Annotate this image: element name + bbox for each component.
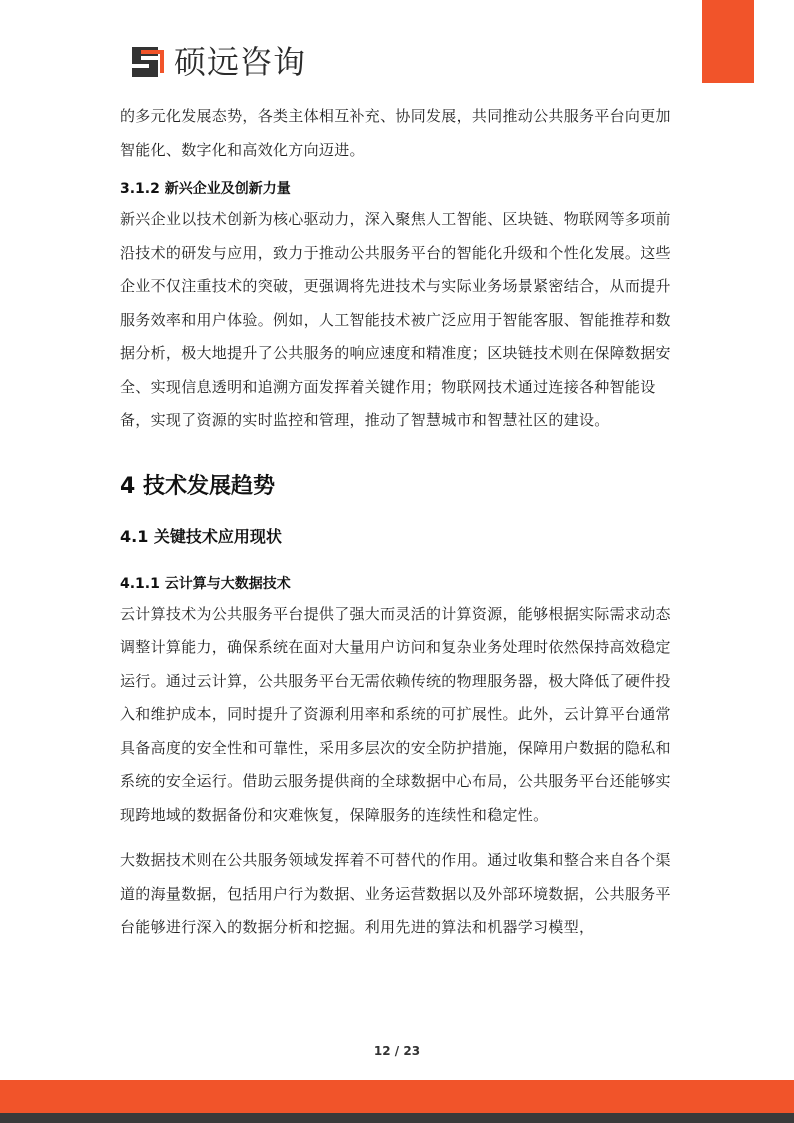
chapter-4-heading: 4 技术发展趋势: [120, 473, 275, 499]
footer-accent-bar: [0, 1080, 794, 1113]
section-4-1-heading: 4.1 关键技术应用现状: [120, 526, 282, 546]
paragraph-4-1-1-cloud: 云计算技术为公共服务平台提供了强大而灵活的计算资源，能够根据实际需求动态调整计算能力，确保系统在面对大量用户访问和复杂业务处理时依然保持高效稳定运行。通过云计算，公共服务平台无需依赖传统的物理服务器，极大降低了硬件投入和维护成本，同时提升了资源利用率和系统的可扩展性。此外，云计算平台通常具备高度的安全性和可靠性，采用多层次的安全防护措施，保障用户数据的隐私和系统的安全运行。借助云服务提供商的全球数据中心布局，公共服务平台还能够实现跨地域的数据备份和灾难恢复，保障服务的连续性和稳定性。: [120, 604, 671, 824]
brand-logo-icon: [128, 43, 166, 81]
brand-name: 硕远咨询: [174, 43, 307, 81]
section-3-1-2-heading: 3.1.2 新兴企业及创新力量: [120, 181, 291, 197]
footer-dark-strip: [0, 1113, 794, 1123]
header-accent-tab: [702, 0, 754, 83]
paragraph-3-1-2: 新兴企业以技术创新为核心驱动力，深入聚焦人工智能、区块链、物联网等多项前沿技术的研发与应用，致力于推动公共服务平台的智能化升级和个性化发展。这些企业不仅注重技术的突破，更强调将先进技术与实际业务场景紧密结合，从而提升服务效率和用户体验。例如，人工智能技术被广泛应用于智能客服、智能推荐和数据分析，极大地提升了公共服务的响应速度和精准度；区块链技术则在保障数据安全、实现信息透明和追溯方面发挥着关键作用；物联网技术通过连接各种智能设备，实现了资源的实时监控和管理，推动了智慧城市和智慧社区的建设。: [120, 210, 671, 429]
document-body: [120, 100, 680, 945]
paragraph-4-1-1-bigdata: 大数据技术则在公共服务领域发挥着不可替代的作用。通过收集和整合来自各个渠道的海量数据，包括用户行为数据、业务运营数据以及外部环境数据，公共服务平台能够进行深入的数据分析和挖掘。利用先进的算法和机器学习模型，: [120, 851, 671, 936]
section-4-1-1-heading: 4.1.1 云计算与大数据技术: [120, 575, 291, 592]
brand-logo: [128, 42, 306, 82]
page-number: 12 / 23: [373, 1044, 421, 1058]
paragraph-intro: 的多元化发展态势，各类主体相互补充、协同发展，共同推动公共服务平台向更加智能化、数字化和高效化方向迈进。: [120, 107, 671, 159]
